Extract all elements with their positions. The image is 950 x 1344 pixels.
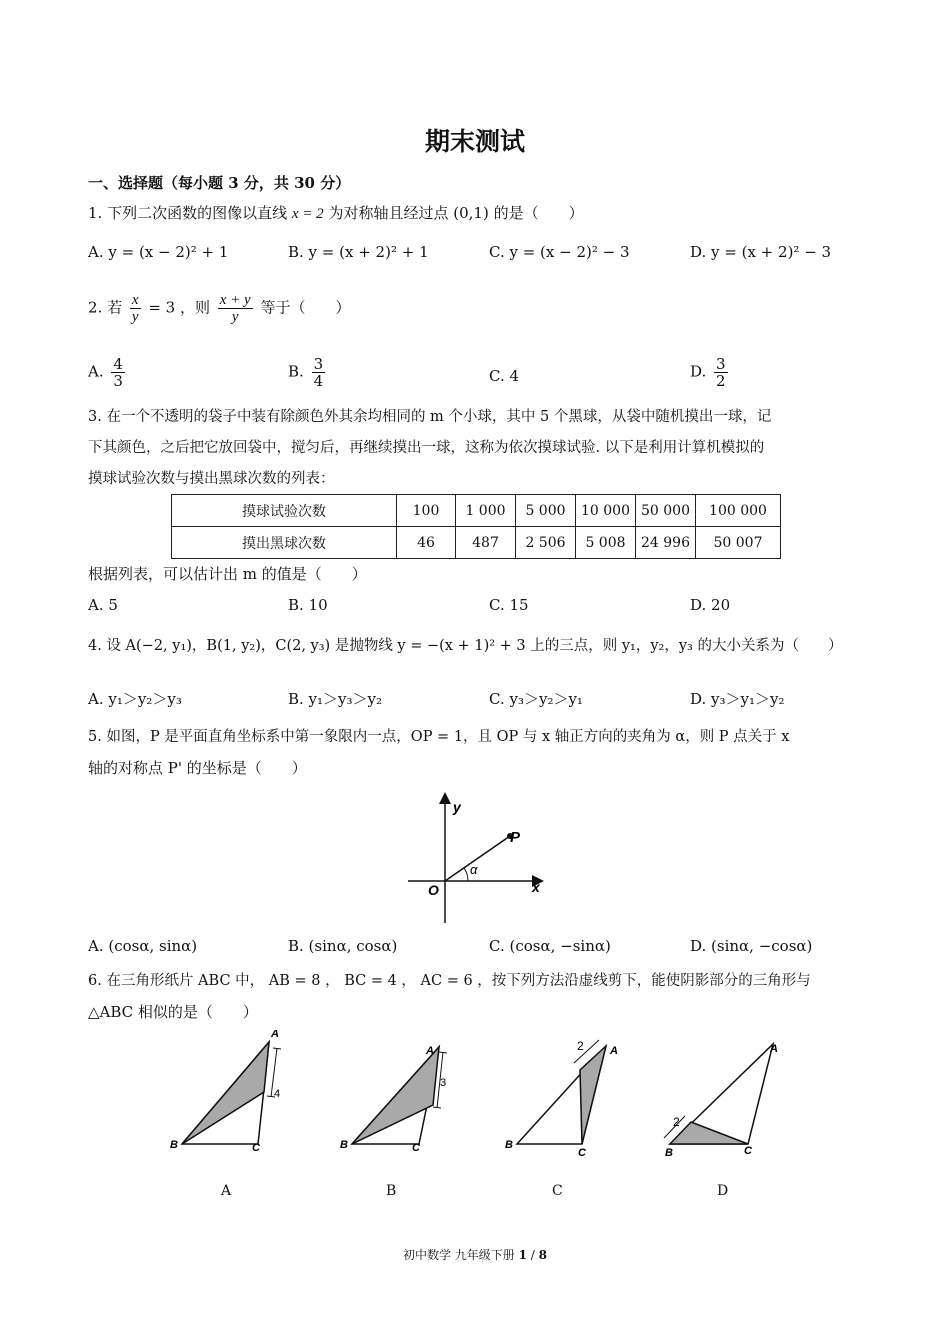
- vertex-b: B: [340, 1139, 348, 1151]
- q3-option-c[interactable]: C. 15: [489, 596, 529, 614]
- table-row: [172, 495, 781, 527]
- fig-label-p: P: [510, 829, 521, 846]
- vertex-c: C: [578, 1147, 586, 1159]
- footer-page: 1: [518, 1248, 527, 1262]
- q3-after: 根据列表，可以估计出 m 的值是（ ）: [88, 565, 367, 583]
- vertex-a: A: [426, 1045, 434, 1057]
- footer-text: 初中数学 九年级下册: [402, 1248, 515, 1262]
- vertex-c: C: [252, 1142, 260, 1154]
- angle-arc: [464, 868, 468, 881]
- q6-caption-d[interactable]: D: [717, 1183, 729, 1199]
- q3-option-d[interactable]: D. 20: [690, 596, 731, 614]
- table-cell: 5 000: [516, 495, 576, 527]
- vertex-c: C: [744, 1145, 752, 1157]
- shaded-triangle: [670, 1122, 748, 1144]
- q2-opt-a-label: A.: [88, 362, 104, 381]
- q4-option-c[interactable]: C. y₃＞y₂＞y₁: [489, 690, 583, 708]
- page-footer: [0, 1246, 950, 1263]
- q1-stem-c: 的是（ ）: [493, 204, 584, 222]
- fig-label-o: O: [428, 882, 439, 898]
- table-cell: 5 008: [576, 527, 636, 559]
- q6-figure-a: [160, 1030, 300, 1165]
- q3-option-a[interactable]: A. 5: [88, 596, 118, 614]
- shaded-triangle: [580, 1046, 606, 1144]
- q1-option-c[interactable]: C. y = (x − 2)² − 3: [489, 243, 630, 261]
- section-heading: 一、选择题（每小题 3 分，共 30 分）: [88, 174, 351, 192]
- question-2: [88, 292, 351, 325]
- q2-option-c[interactable]: C. 4: [489, 367, 520, 385]
- q2-opt-d-frac: [714, 356, 728, 389]
- table-cell: 1 000: [456, 495, 516, 527]
- vertex-b: B: [665, 1147, 673, 1159]
- q5-option-c[interactable]: C. (cosα, −sinα): [489, 937, 611, 955]
- q3-line-3: 摸球试验次数与摸出黑球次数的列表：: [88, 471, 335, 487]
- question-4: 4. 设 A(−2, y₁)，B(1, y₂)，C(2, y₃) 是抛物线 y = −(x + 1)² + 3 上的三点，则 y₁，y₂，y₃ 的大小关系为（ ）: [88, 638, 843, 654]
- op-segment: [445, 836, 510, 881]
- q2-opt-b-frac: [312, 356, 326, 389]
- q2-option-d[interactable]: [690, 356, 731, 389]
- q2-opt-b-num: 3: [313, 355, 324, 373]
- table-cell: 摸球试验次数: [172, 495, 397, 527]
- length-label: 3: [440, 1077, 447, 1089]
- vertex-a: A: [271, 1030, 279, 1040]
- table-cell: 24 996: [636, 527, 696, 559]
- q4-option-b[interactable]: B. y₁＞y₃＞y₂: [288, 690, 383, 708]
- table-cell: 50 007: [696, 527, 781, 559]
- shaded-triangle: [182, 1042, 269, 1144]
- q2-option-b[interactable]: [288, 356, 328, 389]
- q1-point: (0,1): [453, 204, 489, 222]
- vertex-b: B: [505, 1139, 513, 1151]
- q5-option-a[interactable]: A. (cosα, sinα): [88, 937, 198, 955]
- vertex-a: A: [770, 1043, 778, 1055]
- q2-opt-a-den: 3: [113, 372, 123, 390]
- q6-caption-b[interactable]: B: [386, 1183, 397, 1199]
- question-1: [88, 203, 584, 224]
- q6-figure-c: [495, 1030, 635, 1165]
- q2-frac1-num: x: [131, 292, 139, 308]
- fig-label-x: x: [532, 879, 540, 895]
- table-cell: 487: [456, 527, 516, 559]
- length-label: 2: [577, 1039, 584, 1053]
- table-cell: 46: [397, 527, 456, 559]
- q2-stem-b: 等于（ ）: [260, 298, 351, 317]
- q6-line-2: △ABC 相似的是（ ）: [88, 1003, 258, 1021]
- page-title: 期末测试: [424, 127, 525, 156]
- q1-stem-a: 1. 下列二次函数的图像以直线: [88, 204, 288, 222]
- q3-line-1: 3. 在一个不透明的袋子中装有除颜色外其余均相同的 m 个小球，其中 5 个黑球，从袋中随机摸出一球，记: [88, 409, 772, 425]
- q1-stem-b: 为对称轴且经过点: [328, 204, 449, 222]
- length-label: 2: [673, 1115, 680, 1129]
- q6-line-1: 6. 在三角形纸片 ABC 中， AB = 8 ， BC = 4 ， AC = 6 ，按下列方法沿虚线剪下，能使阴影部分的三角形与: [88, 973, 811, 989]
- footer-total: 8: [538, 1248, 548, 1262]
- q1-option-b[interactable]: B. y = (x + 2)² + 1: [288, 243, 429, 261]
- q2-frac2-num: x + y: [219, 292, 251, 308]
- fig-label-alpha: α: [470, 862, 478, 877]
- q2-stem-a: 2. 若: [88, 298, 123, 317]
- q3-line-2: 下其颜色，之后把它放回袋中，搅匀后，再继续摸出一球，这称为依次摸球试验. 以下是利用计算机模拟的: [88, 440, 765, 456]
- q5-coordinate-figure: [400, 788, 560, 928]
- length-label: 4: [274, 1088, 281, 1100]
- q6-caption-a[interactable]: A: [221, 1183, 232, 1199]
- q3-option-b[interactable]: B. 10: [288, 596, 328, 614]
- q2-opt-a-frac: [111, 356, 125, 389]
- q2-opt-a-num: 4: [113, 355, 123, 373]
- footer-sep: /: [530, 1248, 535, 1262]
- vertex-b: B: [170, 1139, 178, 1151]
- q1-axis: x = 2: [291, 206, 324, 222]
- q2-frac1-den: y: [131, 309, 139, 325]
- q2-fraction-2: [218, 292, 253, 325]
- q6-figure-d: [660, 1030, 800, 1165]
- vertex-c: C: [412, 1142, 420, 1154]
- q5-line-2: 轴的对称点 P' 的坐标是（ ）: [88, 759, 307, 777]
- table-cell: 100: [397, 495, 456, 527]
- vertex-a: A: [610, 1045, 618, 1057]
- q4-option-d[interactable]: D. y₃＞y₁＞y₂: [690, 690, 785, 708]
- q2-opt-b-den: 4: [313, 372, 324, 390]
- q2-opt-d-label: D.: [690, 362, 707, 381]
- table-cell: 2 506: [516, 527, 576, 559]
- q2-frac2-den: y: [231, 309, 239, 325]
- q2-opt-b-label: B.: [288, 362, 304, 381]
- shaded-triangle: [352, 1047, 439, 1144]
- q3-table: [171, 494, 781, 559]
- q2-opt-d-den: 2: [716, 372, 726, 390]
- q1-option-d[interactable]: D. y = (x + 2)² − 3: [690, 243, 832, 261]
- table-cell: 摸出黑球次数: [172, 527, 397, 559]
- q2-opt-d-num: 3: [716, 355, 726, 373]
- q1-option-a[interactable]: A. y = (x − 2)² + 1: [88, 243, 229, 261]
- q6-caption-c[interactable]: C: [552, 1183, 563, 1199]
- table-cell: 100 000: [696, 495, 781, 527]
- q2-option-a[interactable]: [88, 356, 128, 389]
- q2-eq: = 3 ，则: [148, 298, 210, 317]
- q5-option-d[interactable]: D. (sinα, −cosα): [690, 937, 813, 955]
- q5-line-1: 5. 如图，P 是平面直角坐标系中第一象限内一点，OP = 1，且 OP 与 x 轴正方向的夹角为 α，则 P 点关于 x: [88, 729, 790, 745]
- q5-option-b[interactable]: B. (sinα, cosα): [288, 937, 398, 955]
- table-cell: 10 000: [576, 495, 636, 527]
- table-cell: 50 000: [636, 495, 696, 527]
- q6-figure-b: [330, 1030, 470, 1165]
- q4-option-a[interactable]: A. y₁＞y₂＞y₃: [88, 690, 182, 708]
- q2-fraction-1: [130, 292, 141, 325]
- table-row: [172, 527, 781, 559]
- fig-label-y: y: [453, 799, 461, 815]
